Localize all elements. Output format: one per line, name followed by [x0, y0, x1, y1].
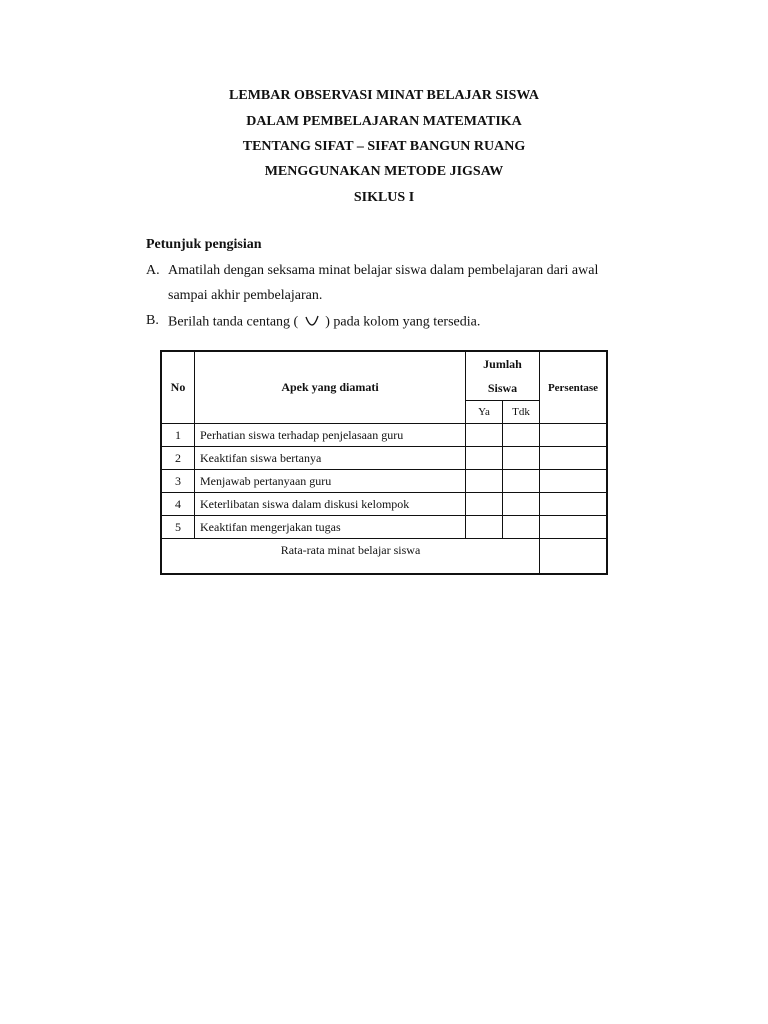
row-number: 3	[161, 470, 195, 493]
title-line-1: LEMBAR OBSERVASI MINAT BELAJAR SISWA	[229, 88, 539, 103]
cell-percentage[interactable]	[540, 447, 608, 470]
row-number: 4	[161, 493, 195, 516]
cell-percentage[interactable]	[540, 516, 608, 539]
cell-percentage[interactable]	[540, 424, 608, 447]
instruction-b	[168, 313, 480, 332]
header-aspect: Apek yang diamati	[195, 351, 466, 424]
cell-yes[interactable]	[466, 516, 503, 539]
row-number: 1	[161, 424, 195, 447]
cell-yes[interactable]	[466, 447, 503, 470]
header-yes: Ya	[466, 401, 503, 424]
header-no: No	[161, 351, 195, 424]
cell-yes[interactable]	[466, 470, 503, 493]
row-aspect: Keterlibatan siswa dalam diskusi kelompok	[195, 493, 466, 516]
instruction-a-marker: A.	[146, 263, 160, 278]
header-percentage: Persentase	[540, 351, 608, 424]
cell-percentage[interactable]	[540, 493, 608, 516]
table-row	[161, 447, 607, 470]
title-line-5: SIKLUS I	[353, 190, 415, 205]
instructions-heading: Petunjuk pengisian	[146, 237, 262, 252]
header-count-line-1: Jumlah	[483, 357, 522, 371]
table-row	[161, 424, 607, 447]
row-number: 5	[161, 516, 195, 539]
table-row	[161, 516, 607, 539]
cell-no-answer[interactable]	[503, 470, 540, 493]
instruction-b-text-before: Berilah tanda centang (	[168, 314, 299, 330]
header-no-answer: Tdk	[503, 401, 540, 424]
cell-no-answer[interactable]	[503, 424, 540, 447]
row-aspect: Perhatian siswa terhadap penjelasaan guru	[195, 424, 466, 447]
cell-average-percentage[interactable]	[540, 539, 608, 575]
header-student-count	[466, 351, 540, 401]
instruction-b-text-after: ) pada kolom yang tersedia.	[325, 314, 481, 330]
observation-table	[160, 350, 608, 575]
instruction-a-continuation: sampai akhir pembelajaran.	[168, 288, 323, 303]
row-aspect: Keaktifan mengerjakan tugas	[195, 516, 466, 539]
cell-no-answer[interactable]	[503, 447, 540, 470]
row-number: 2	[161, 447, 195, 470]
title-line-2: DALAM PEMBELAJARAN MATEMATIKA	[246, 114, 522, 129]
title-line-4: MENGGUNAKAN METODE JIGSAW	[264, 164, 504, 179]
footer-row	[161, 539, 607, 575]
cell-percentage[interactable]	[540, 470, 608, 493]
title-line-3: TENTANG SIFAT – SIFAT BANGUN RUANG	[242, 139, 526, 154]
average-label: Rata-rata minat belajar siswa	[161, 539, 540, 575]
cell-yes[interactable]	[466, 493, 503, 516]
cell-no-answer[interactable]	[503, 516, 540, 539]
cell-yes[interactable]	[466, 424, 503, 447]
header-count-line-2: Siswa	[487, 381, 518, 395]
instruction-b-marker: B.	[146, 313, 159, 328]
cell-no-answer[interactable]	[503, 493, 540, 516]
instruction-a-text: Amatilah dengan seksama minat belajar siswa dalam pembelajaran dari awal	[168, 263, 599, 278]
table-row	[161, 470, 607, 493]
row-aspect: Keaktifan siswa bertanya	[195, 447, 466, 470]
row-aspect: Menjawab pertanyaan guru	[195, 470, 466, 493]
check-icon	[304, 313, 320, 332]
table-row	[161, 493, 607, 516]
